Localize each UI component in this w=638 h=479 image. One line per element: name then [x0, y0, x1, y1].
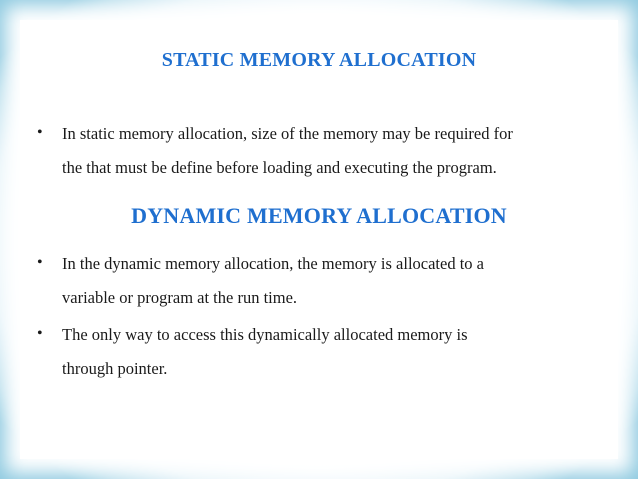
- dynamic-bullet-2-line-2: through pointer.: [62, 359, 168, 378]
- bullet-icon: •: [37, 124, 43, 141]
- dynamic-heading: DYNAMIC MEMORY ALLOCATION: [131, 203, 507, 228]
- bullet-icon: •: [37, 325, 43, 342]
- bullet-icon: •: [37, 254, 43, 271]
- dynamic-bullet-1-line-2: variable or program at the run time.: [62, 288, 298, 307]
- dynamic-bullet-1-line-1: In the dynamic memory allocation, the memory is allocated to a: [62, 254, 484, 273]
- dynamic-bullet-2-line-1: The only way to access this dynamically allocated memory is: [62, 325, 468, 344]
- static-bullet-line-2: the that must be define before loading and executing the program.: [62, 158, 497, 177]
- static-heading: STATIC MEMORY ALLOCATION: [161, 49, 477, 71]
- static-bullet-line-1: In static memory allocation, size of the memory may be required for: [62, 124, 513, 143]
- slide-content-area: [20, 20, 618, 459]
